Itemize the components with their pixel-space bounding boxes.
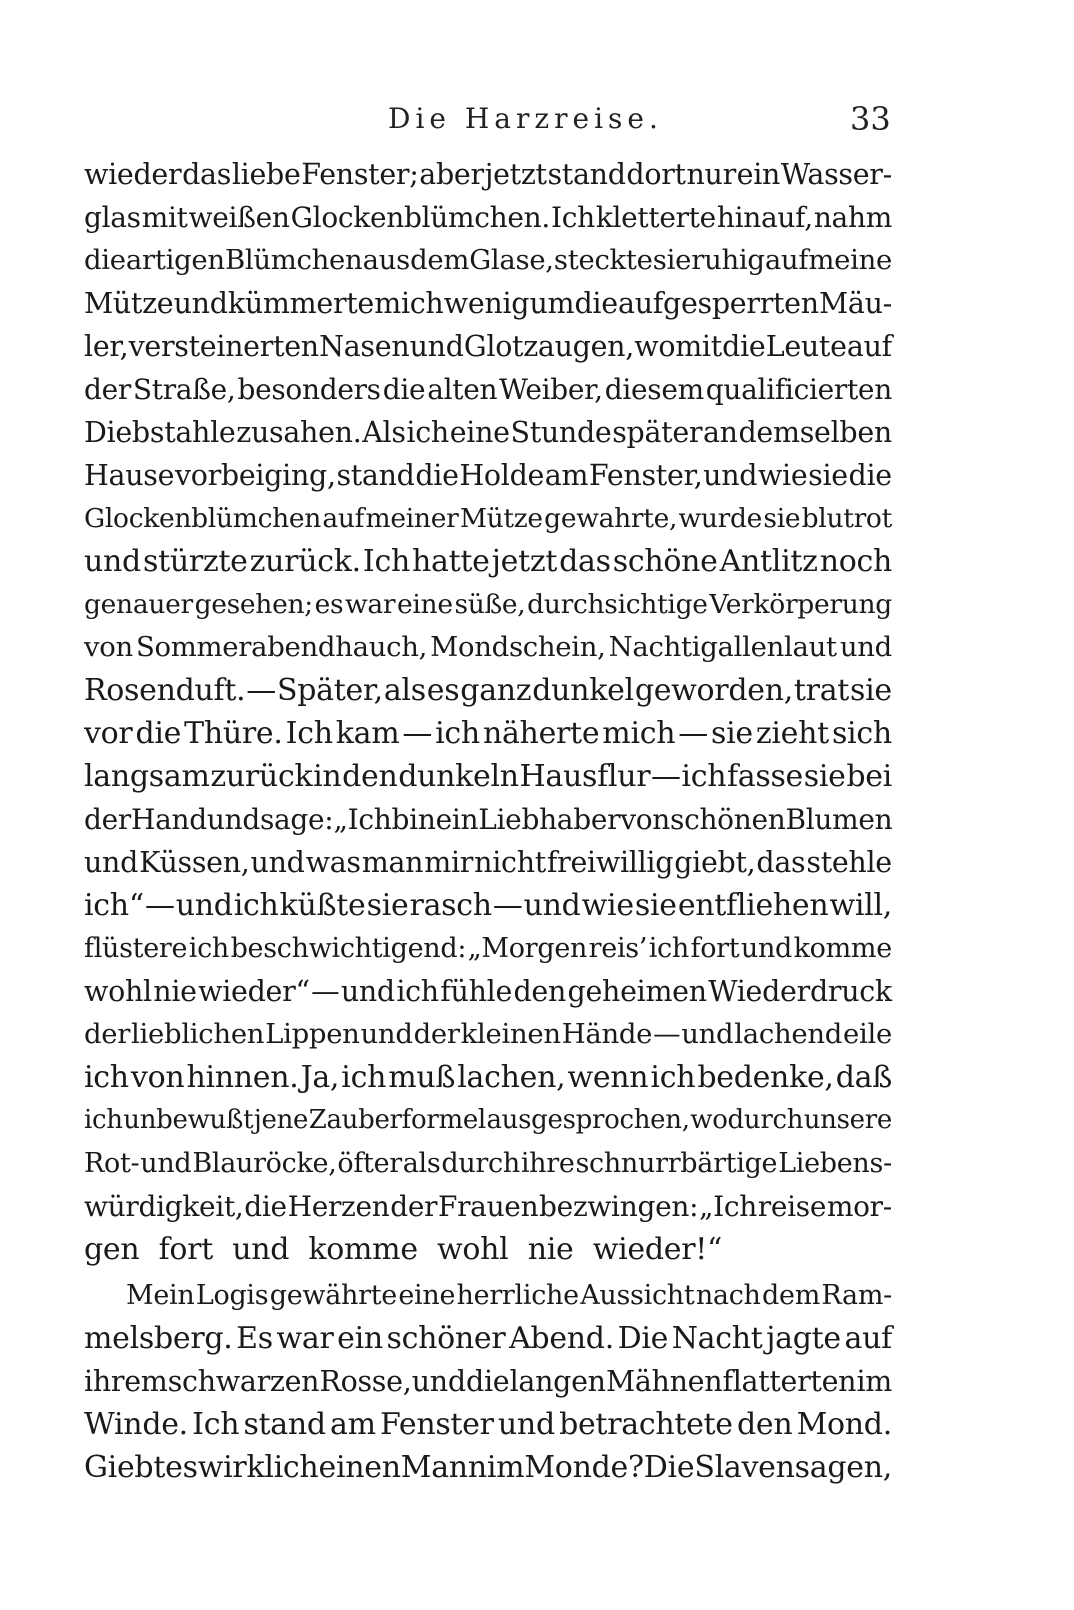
text-line: langsam zurück in den dunkeln Hausflur — ich fasse sie bei: [84, 759, 892, 794]
text-line: ler, versteinerten Nasen und Glotzaugen, womit die Leute auf: [84, 330, 892, 363]
text-line: ich von hinnen. Ja, ich muß lachen, wenn ich bedenke, daß: [84, 1060, 892, 1095]
page-number: 33: [850, 100, 891, 138]
text-line: Rosenduft. — Später, als es ganz dunkel geworden, trat sie: [84, 673, 892, 708]
text-line: flüstere ich beschwichtigend: „Morgen reis’ ich fort und komme: [84, 933, 892, 964]
text-line: die artigen Blümchen aus dem Glase, steckte sie ruhig auf meine: [84, 244, 892, 276]
text-line: wieder das liebe Fenster; aber jetzt stand dort nur ein Wasser-: [84, 158, 892, 191]
text-line: vor die Thüre. Ich kam — ich näherte mich — sie zieht sich: [84, 716, 892, 751]
text-line: von Sommerabendhauch, Mondschein, Nachtigallenlaut und: [84, 631, 892, 663]
text-line-paragraph-start: Mein Logis gewährte eine herrliche Aussicht nach dem Ram-: [126, 1280, 892, 1311]
text-line: würdigkeit, die Herzen der Frauen bezwingen: „Ich reise mor-: [84, 1190, 892, 1223]
text-line: Winde. Ich stand am Fenster und betrachtete den Mond.: [84, 1407, 892, 1442]
text-line: Glockenblümchen auf meiner Mütze gewahrte, wurde sie blutrot: [84, 503, 892, 534]
text-line: der Hand und sage: „Ich bin ein Liebhaber von schönen Blumen: [84, 803, 893, 836]
text-line: Hause vorbeiging, stand die Holde am Fenster, und wie sie die: [84, 459, 892, 492]
text-line: und Küssen, und was man mir nicht freiwillig giebt, das stehle: [84, 846, 892, 879]
text-line: ich unbewußt jene Zauberformel ausgesprochen, wodurch unsere: [84, 1105, 892, 1135]
text-line: melsberg. Es war ein schöner Abend. Die Nacht jagte auf: [84, 1321, 892, 1356]
text-line: der Straße, besonders die alten Weiber, diesem qualificierten: [84, 373, 892, 406]
text-line: Mütze und kümmerte mich wenig um die aufgesperrten Mäu-: [84, 287, 892, 320]
text-line: Giebt es wirklich einen Mann im Monde? Die Slaven sagen,: [84, 1450, 892, 1485]
body-text: [84, 153, 892, 1489]
text-line: genauer gesehen; es war eine süße, durchsichtige Verkörperung: [84, 589, 892, 620]
text-line: glas mit weißen Glockenblümchen. Ich kletterte hinauf, nahm: [84, 201, 892, 234]
running-header: [0, 100, 1074, 144]
text-line: wohl nie wieder“ — und ich fühle den geheimen Wiederdruck: [84, 975, 892, 1008]
running-title: Die Harzreise.: [388, 102, 663, 135]
text-line: Diebstahle zusahen. Als ich eine Stunde später an demselben: [84, 416, 892, 449]
text-line: der lieblichen Lippen und der kleinen Hände — und lachend eile: [84, 1018, 892, 1050]
text-line-paragraph-end: gen fort und komme wohl nie wieder!“: [84, 1232, 723, 1267]
text-line: Rot- und Blauröcke, öfter als durch ihre schnurrbärtige Liebens-: [84, 1148, 892, 1179]
text-line: und stürzte zurück. Ich hatte jetzt das schöne Antlitz noch: [84, 544, 892, 579]
text-line: ich“ — und ich küßte sie rasch — und wie sie entfliehen will,: [84, 888, 892, 923]
text-line: ihrem schwarzen Rosse, und die langen Mähnen flatterten im: [84, 1365, 892, 1398]
